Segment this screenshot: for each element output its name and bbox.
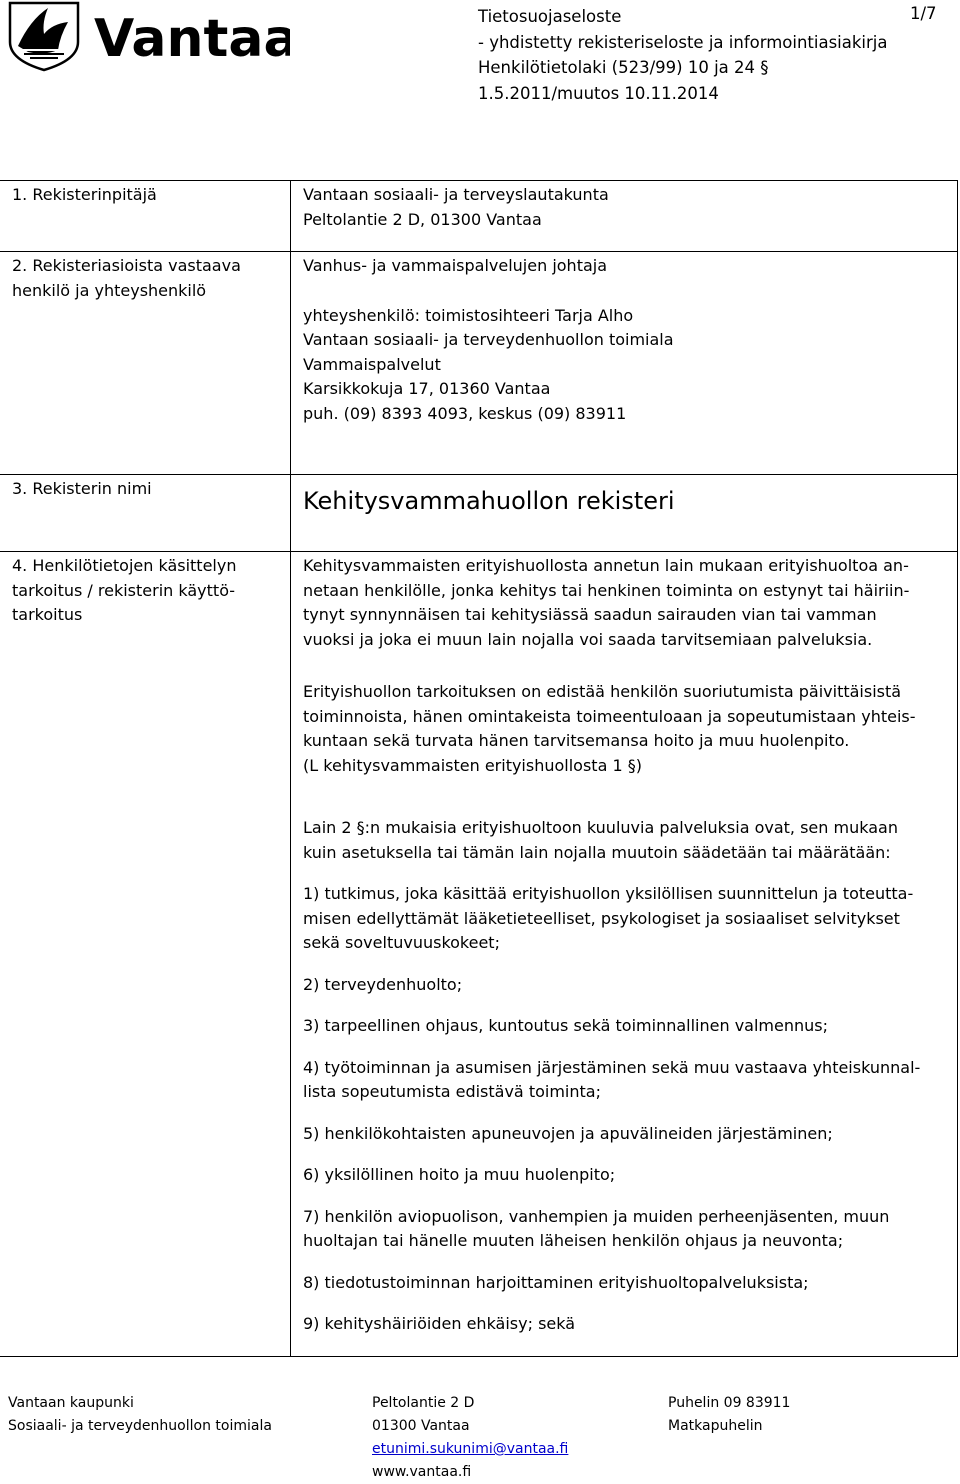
list-item-6: 6) yksilöllinen hoito ja muu huolenpito; xyxy=(303,1165,616,1184)
text-line: netaan henkilölle, jonka kehitys tai henkinen toiminta on estynyt tai häiriin- xyxy=(303,580,910,600)
list-item-4 xyxy=(303,1056,947,1105)
text-line: toiminnoista, hänen omintakeista toimeentuloaan ja sopeutumistaan yhteis- xyxy=(303,706,916,726)
text-line: kuin asetuksella tai tämän lain nojalla muutoin säädetään tai määrätään: xyxy=(303,842,891,862)
text-line: (L kehitysvammaisten erityishuollosta 1 §) xyxy=(303,755,642,775)
register-name: Kehitysvammahuollon rekisteri xyxy=(303,487,675,515)
text-line: lista sopeutumista edistävä toiminta; xyxy=(303,1082,601,1101)
section-3-label: 3. Rekisterin nimi xyxy=(12,479,152,498)
footer-phones xyxy=(668,1392,790,1438)
text-line: Erityishuollon tarkoituksen on edistää henkilön suoriutumista päivittäisistä xyxy=(303,682,902,701)
list-item-3: 3) tarpeellinen ohjaus, kuntoutus sekä toiminnallinen valmennus; xyxy=(303,1016,828,1035)
footer-street: Peltolantie 2 D xyxy=(372,1395,475,1411)
vantaa-logo xyxy=(8,0,290,72)
footer-email-link[interactable]: etunimi.sukunimi@vantaa.fi xyxy=(372,1441,569,1457)
footer-website: www.vantaa.fi xyxy=(372,1464,472,1480)
footer-contact xyxy=(372,1392,568,1484)
contact-address: Karsikkokuja 17, 01360 Vantaa xyxy=(303,379,551,398)
purpose-paragraph-3 xyxy=(303,816,947,865)
list-item-7 xyxy=(303,1205,947,1254)
text-line: 1) tutkimus, joka käsittää erityishuollon yksilöllisen suunnittelun ja toteutta- xyxy=(303,884,914,903)
text-line: 4) työtoiminnan ja asumisen järjestäminen sekä muu vastaava yhteiskunnal- xyxy=(303,1057,921,1077)
header-law: Henkilötietolaki (523/99) 10 ja 24 § xyxy=(478,58,769,77)
contact-unit: Vammaispalvelut xyxy=(303,354,441,374)
text-line: kuntaan sekä turvata hänen tarvitsemansa hoito ja muu huolenpito. xyxy=(303,731,850,750)
text-line: sekä soveltuvuuskokeet; xyxy=(303,933,500,952)
section-3 xyxy=(0,475,958,552)
header-subtitle: - yhdistetty rekisteriseloste ja informointiasiakirja xyxy=(478,32,888,52)
document-header xyxy=(478,4,888,106)
responsible-person: Vanhus- ja vammaispalvelujen johtaja xyxy=(303,256,608,275)
footer-organization xyxy=(8,1392,272,1438)
purpose-paragraph-1 xyxy=(303,554,947,652)
purpose-paragraph-2 xyxy=(303,680,947,778)
footer-mobile: Matkapuhelin xyxy=(668,1418,763,1434)
footer-department: Sosiaali- ja terveydenhuollon toimiala xyxy=(8,1418,272,1434)
coat-of-arms-icon xyxy=(8,0,290,72)
section-1-label: 1. Rekisterinpitäjä xyxy=(12,185,157,204)
controller-address: Peltolantie 2 D, 01300 Vantaa xyxy=(303,209,542,229)
section-2-label: 2. Rekisteriasioista vastaava xyxy=(12,256,241,275)
text-line: huoltajan tai hänelle muuten läheisen henkilön ohjaus ja neuvonta; xyxy=(303,1231,844,1250)
svg-text:Vantaa: Vantaa xyxy=(94,9,290,69)
section-4-label-end: tarkoitus xyxy=(12,605,83,624)
controller-name: Vantaan sosiaali- ja terveyslautakunta xyxy=(303,185,609,204)
page-number: 1/7 xyxy=(910,4,937,23)
section-4-label-cont: tarkoitus / rekisterin käyttö- xyxy=(12,580,236,600)
section-2-label-cont: henkilö ja yhteyshenkilö xyxy=(12,280,207,300)
text-line: Kehitysvammaisten erityishuollosta annetun lain mukaan erityishuoltoa an- xyxy=(303,556,909,575)
header-date: 1.5.2011/muutos 10.11.2014 xyxy=(478,83,719,103)
footer-city: Vantaan kaupunki xyxy=(8,1395,134,1411)
contact-phone: puh. (09) 8393 4093, keskus (09) 83911 xyxy=(303,403,627,423)
text-line: tynyt synnynnäisen tai kehitysiässä saadun sairauden vian tai vamman xyxy=(303,605,877,624)
footer-phone: Puhelin 09 83911 xyxy=(668,1395,791,1411)
list-item-9: 9) kehityshäiriöiden ehkäisy; sekä xyxy=(303,1314,576,1333)
text-line: Lain 2 §:n mukaisia erityishuoltoon kuuluvia palveluksia ovat, sen mukaan xyxy=(303,818,898,837)
footer-postal: 01300 Vantaa xyxy=(372,1418,470,1434)
section-4-label: 4. Henkilötietojen käsittelyn xyxy=(12,556,237,575)
contact-person: yhteyshenkilö: toimistosihteeri Tarja Alho xyxy=(303,305,634,325)
text-line: vuoksi ja joka ei muun lain nojalla voi saada tarvitsemiaan palveluksia. xyxy=(303,629,873,649)
list-item-8: 8) tiedotustoiminnan harjoittaminen erityishuoltopalveluksista; xyxy=(303,1272,809,1292)
list-item-5: 5) henkilökohtaisten apuneuvojen ja apuvälineiden järjestäminen; xyxy=(303,1123,833,1143)
section-1 xyxy=(0,181,958,252)
register-table xyxy=(0,180,958,1357)
header-title: Tietosuojaseloste xyxy=(478,7,622,26)
list-item-2: 2) terveydenhuolto; xyxy=(303,974,463,994)
contact-organization: Vantaan sosiaali- ja terveydenhuollon toimiala xyxy=(303,330,674,349)
section-4 xyxy=(0,552,958,1357)
text-line: misen edellyttämät lääketieteelliset, psykologiset ja sosiaaliset selvitykset xyxy=(303,908,900,928)
section-2 xyxy=(0,252,958,475)
list-item-1 xyxy=(303,882,947,956)
text-line: 7) henkilön aviopuolison, vanhempien ja muiden perheenjäsenten, muun xyxy=(303,1206,890,1226)
